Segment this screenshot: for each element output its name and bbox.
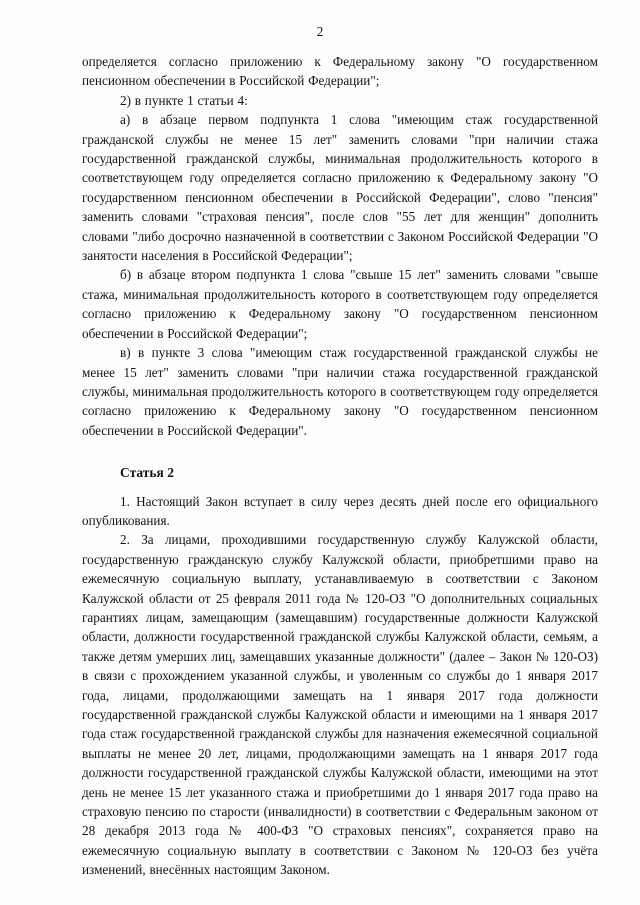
paragraph-item-2: 2) в пункте 1 статьи 4: [120, 92, 248, 108]
article-2-paragraph-2: 2. За лицами, проходившими государственную службу Калужской области, государственную гражданскую службу Калужской области, приобретшими право на ежемесячную социальную выплату, устанавливаемую в соответствии с Законом Калужской области от 25 февраля 2011 года № 120-ОЗ "О дополнительных социальных гарантиях лицам, замещающим (замещавшим) государственные должности Калужской области, должности государственной гражданской службы Калужской области, семьям, а также детям умерших лиц, замещавших указанные должности" (далее – Закон № 120-ОЗ) в связи с прохождением указанной службы, и уволенным со службы до 1 января 2017 года, лицами, продолжающими замещать на 1 января 2017 года должности государственной гражданской службы Калужской области и имеющими на 1 января 2017 года стаж государственной гражданской службы для назначения ежемесячной социальной выплаты не менее 20 лет, лицами, продолжающими замещать на 1 января 2017 года должности государственной гражданской службы Калужской области, имеющими на этот день не менее 15 лет указанного стажа и приобретшими до 1 января 2017 года право на страховую пенсию по старости (инвалидности) в соответствии с Федеральным законом от 28 декабря 2013 года № 400-ФЗ "О страховых пенсиях", сохраняется право на ежемесячную социальную выплату в соответствии с Законом № 120-ОЗ без учёта изменений, внесённых настоящим Законом. [82, 532, 598, 878]
paragraph-continuation: определяется согласно приложению к Федеральному закону "О государственном пенсионном обеспечении в Российской Федерации"; [82, 54, 598, 89]
article-2-paragraph-1: 1. Настоящий Закон вступает в силу через десять дней после его официального опубликования. [82, 493, 598, 528]
paragraph-subitem-v: в) в пункте 3 слова "имеющим стаж государственной гражданской службы не менее 15 лет" заменить словами "при наличии стажа государственной гражданской службы, минимальная продолжительность которого в соответствующем году определяется согласно приложению к Федеральному закону "О государственном пенсионном обеспечении в Российской Федерации". [82, 345, 598, 438]
paragraph-subitem-b: б) в абзаце втором подпункта 1 слова "свыше 15 лет" заменить словами "свыше стажа, минимальная продолжительность которого в соответствующем году определяется согласно приложению к Федеральному закону "О государственном пенсионном обеспечении в Российской Федерации"; [82, 267, 598, 341]
document-body [82, 52, 598, 880]
article-2-heading: Статья 2 [120, 465, 174, 481]
paragraph-subitem-a: а) в абзаце первом подпункта 1 слова "имеющим стаж государственной гражданской службы не менее 15 лет" заменить словами "при наличии стажа государственной гражданской службы, минимальная продолжительность которого в соответствующем году определяется согласно приложению к Федеральному закону "О государственном пенсионном обеспечении в Российской Федерации", слово "пенсия" заменить словами "страховая пенсия", после слов "55 лет для женщин" дополнить словами "либо досрочно назначенной в соответствии с Законом Российской Федерации "О занятости населения в Российской Федерации"; [82, 112, 598, 264]
page-number: 2 [316, 24, 324, 39]
